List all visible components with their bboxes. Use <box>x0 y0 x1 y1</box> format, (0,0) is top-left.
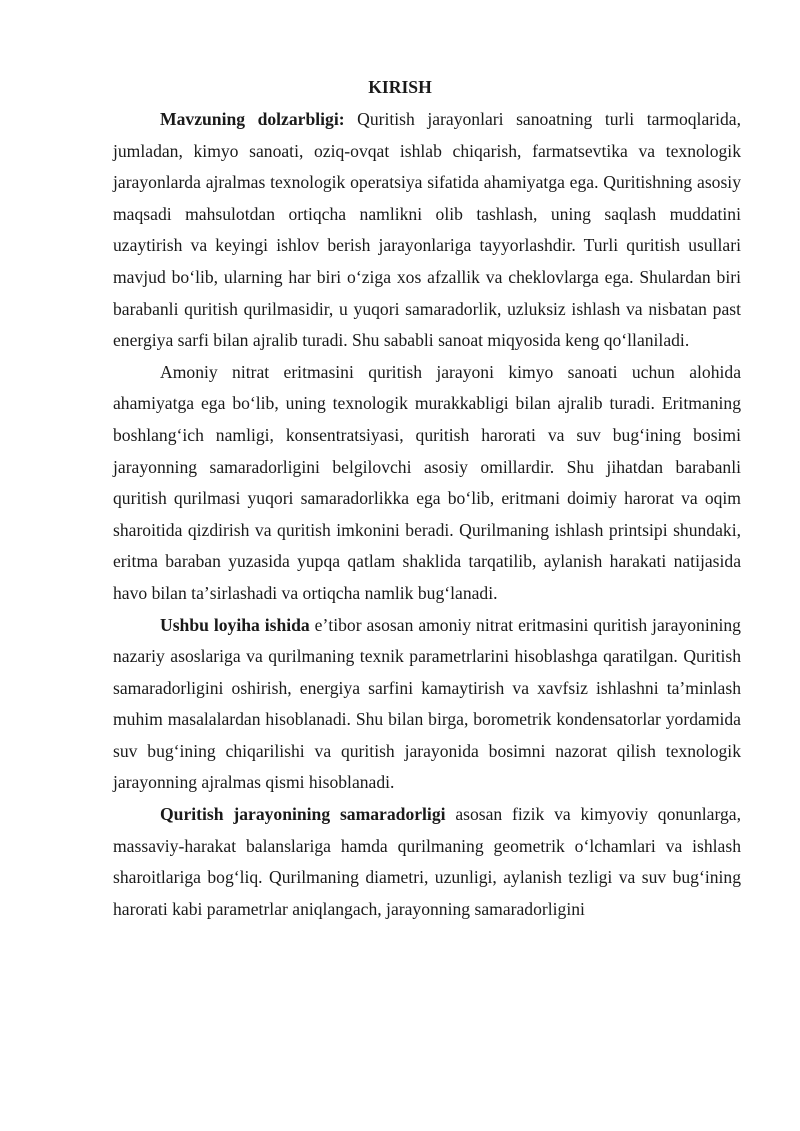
paragraph-relevance <box>113 104 741 357</box>
paragraph-text: eʼtibor asosan amoniy nitrat eritmasini quritish jarayonining nazariy asoslariga va qurilmaning texnik parametrlarini hisoblashga qaratilgan. Quritish samaradorligini oshirish, energiya sarfini kamaytirish va xavfsiz ishlashni taʼminlash muhim masalalardan hisoblanadi. Shu bilan birga, borometrik kondensatorlar yordamida suv bugʻining chiqarilishi va quritish jarayonida bosimni nazorat qilish texnologik jarayonning ajralmas qismi hisoblanadi. <box>113 614 741 793</box>
page-title: KIRISH <box>368 77 432 97</box>
paragraph-text: asosan fizik va kimyoviy qonunlarga, massaviy-harakat balanslariga hamda qurilmaning geometrik oʻlchamlari va ishlash sharoitlariga bogʻliq. Qurilmaning diametri, uzunligi, aylanish tezligi va suv bugʻining harorati kabi parametrlar aniqlangach, jarayonning samaradorligini <box>113 804 741 919</box>
paragraph-text: Quritish jarayonlari sanoatning turli tarmoqlarida, jumladan, kimyo sanoati, oziq-ovqat ishlab chiqarish, farmatsevtika va texnologik jarayonlarda ajralmas texnologik operatsiya sifatida ahamiyatga ega. Quritishning asosiy maqsadi mahsulotdan ortiqcha namlikni olib tashlash, uning saqlash muddatini uzaytirish va keyingi ishlov berish jarayonlariga tayyorlashdir. Turli quritish usullari mavjud boʻlib, ularning har biri oʻziga xos afzallik va cheklovlarga ega. Shulardan biri barabanli quritish qurilmasidir, u yuqori samaradorlik, uzluksiz ishlash va nisbatan past energiya sarfi bilan ajralib turadi. Shu sababli sanoat miqyosida keng qoʻllaniladi. <box>113 109 741 351</box>
paragraph-lead: Quritish jarayonining samaradorligi <box>160 804 446 825</box>
paragraph-lead: Ushbu loyiha ishida <box>160 614 310 635</box>
paragraph-ammonium-nitrate <box>113 357 741 610</box>
paragraph-efficiency <box>113 799 741 925</box>
paragraph-text: Amoniy nitrat eritmasini quritish jarayoni kimyo sanoati uchun alohida ahamiyatga ega boʻlib, uning texnologik murakkabligi bilan ajralib turadi. Eritmaning boshlangʻich namligi, konsentratsiyasi, quritish harorati va suv bugʻining bosimi jarayonning samaradorligini belgilovchi asosiy omillardir. Shu jihatdan barabanli quritish qurilmasi yuqori samaradorlikka ega boʻlib, eritmani doimiy harorat va oqim sharoitida qizdirish va quritish imkonini beradi. Qurilmaning ishlash printsipi shundaki, eritma baraban yuzasida yupqa qatlam shaklida tarqatilib, aylanish harakati natijasida havo bilan taʼsirlashadi va ortiqcha namlik bugʻlanadi. <box>113 361 741 603</box>
paragraph-lead: Mavzuning dolzarbligi: <box>160 109 345 129</box>
document-body <box>113 104 741 925</box>
paragraph-project-focus <box>113 610 741 800</box>
